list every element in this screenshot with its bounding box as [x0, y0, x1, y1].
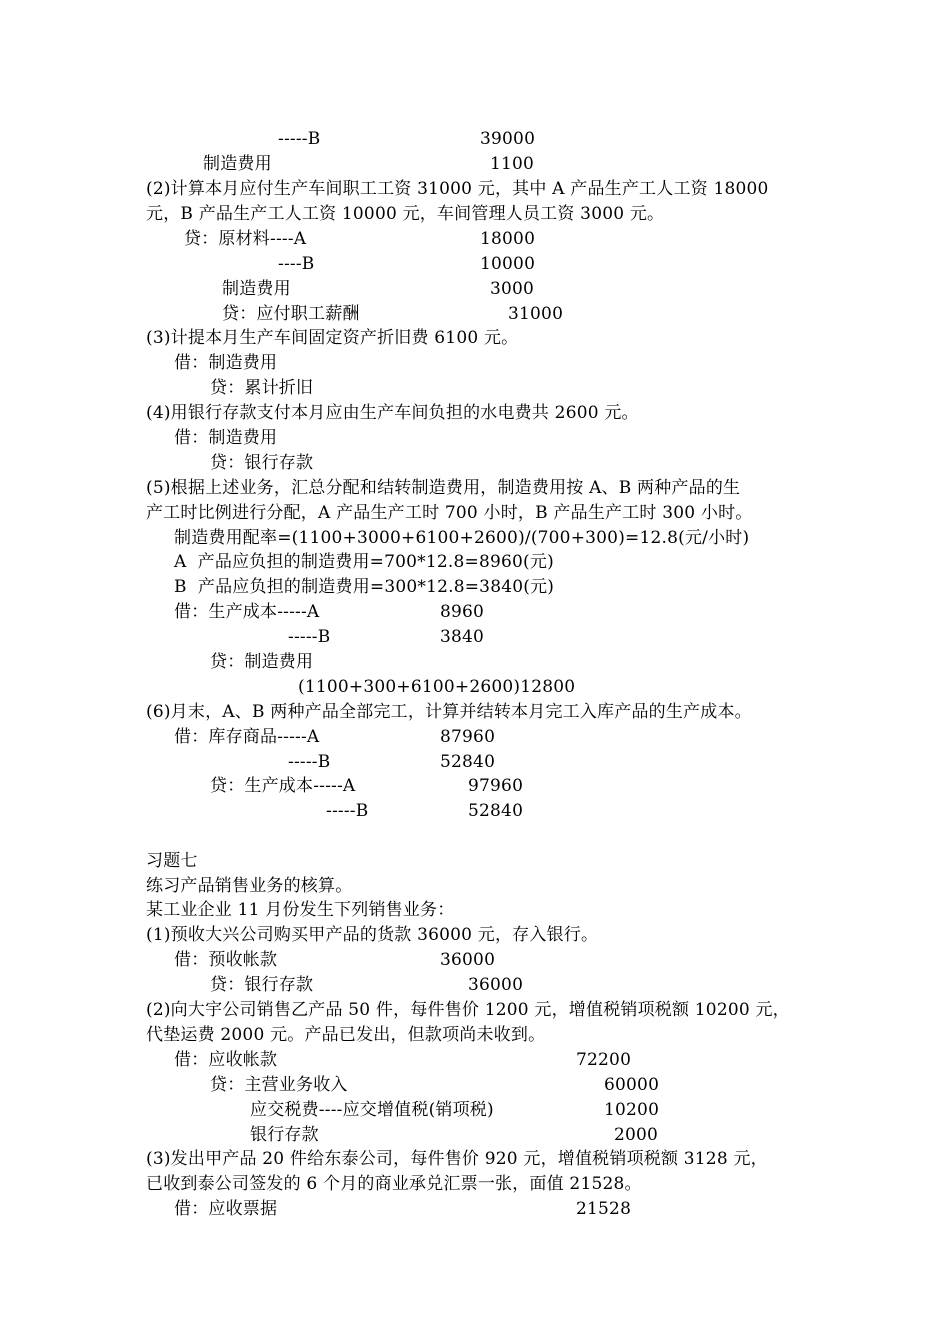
text-line: -----B — [326, 801, 369, 821]
text-line: 制造费用 — [222, 279, 291, 299]
text-line: 练习产品销售业务的核算。 — [146, 876, 353, 896]
amount: 1100 — [490, 154, 535, 174]
text-line: 贷：制造费用 — [210, 652, 314, 672]
amount: 39000 — [480, 129, 536, 149]
text-line: 借：制造费用 — [174, 428, 278, 448]
text-line: 借：制造费用 — [174, 353, 278, 373]
text-line: 贷：原材料----A — [184, 229, 307, 249]
text-line: (2)向大宇公司销售乙产品 50 件，每件售价 1200 元，增值税销项税额 10200 元， — [146, 1000, 790, 1020]
text-line: 元，B 产品生产工人工资 10000 元，车间管理人员工资 3000 元。 — [146, 204, 665, 224]
text-line: 贷：应付职工薪酬 — [222, 304, 360, 324]
text-line: (3)发出甲产品 20 件给东泰公司，每件售价 920 元，增值税销项税额 3128 元， — [146, 1149, 768, 1169]
amount: 2000 — [614, 1125, 659, 1145]
text-line: 产工时比例进行分配，A 产品生产工时 700 小时，B 产品生产工时 300 小时。 — [146, 503, 753, 523]
amount: 36000 — [468, 975, 524, 995]
amount: 87960 — [440, 727, 496, 747]
amount: 52840 — [468, 801, 524, 821]
text-line: 贷：银行存款 — [210, 975, 314, 995]
text-line: -----B — [288, 627, 331, 647]
amount: 3840 — [440, 627, 485, 647]
text-line: ----B — [278, 254, 315, 274]
text-line: 贷：银行存款 — [210, 453, 314, 473]
text-line: A 产品应负担的制造费用=700*12.8=8960(元) — [174, 552, 554, 572]
text-line: 应交税费----应交增值税(销项税) — [250, 1100, 494, 1120]
amount: 52840 — [440, 752, 496, 772]
amount: 10200 — [604, 1100, 660, 1120]
text-line: 制造费用配率=(1100+3000+6100+2600)/(700+300)=12.8(元/小时) — [174, 528, 750, 548]
amount: 18000 — [480, 229, 536, 249]
text-line: 借：预收帐款 — [174, 950, 278, 970]
text-line: 借：应收票据 — [174, 1199, 278, 1219]
text-line: (6)月末，A、B 两种产品全部完工，计算并结转本月完工入库产品的生产成本。 — [146, 702, 752, 722]
text-line: 某工业企业 11 月份发生下列销售业务： — [146, 900, 455, 920]
text-line: -----B — [278, 129, 321, 149]
text-line: 代垫运费 2000 元。产品已发出，但款项尚未收到。 — [146, 1025, 546, 1045]
text-line: 制造费用 — [203, 154, 272, 174]
amount: 97960 — [468, 776, 524, 796]
amount: 10000 — [480, 254, 536, 274]
text-line: 贷：生产成本-----A — [210, 776, 356, 796]
text-line: 银行存款 — [250, 1125, 319, 1145]
text-line: (1100+300+6100+2600)12800 — [298, 677, 576, 697]
text-line: 借：库存商品-----A — [174, 727, 320, 747]
amount: 72200 — [576, 1050, 632, 1070]
text-line: -----B — [288, 752, 331, 772]
text-line: 借：应收帐款 — [174, 1050, 278, 1070]
text-line: B 产品应负担的制造费用=300*12.8=3840(元) — [174, 577, 555, 597]
text-line: 贷：累计折旧 — [210, 378, 314, 398]
text-line: (3)计提本月生产车间固定资产折旧费 6100 元。 — [146, 328, 519, 348]
text-line: 借：生产成本-----A — [174, 602, 320, 622]
amount: 21528 — [576, 1199, 632, 1219]
amount: 31000 — [508, 304, 564, 324]
amount: 36000 — [440, 950, 496, 970]
amount: 8960 — [440, 602, 485, 622]
section-heading: 习题七 — [146, 851, 198, 871]
text-line: (4)用银行存款支付本月应由生产车间负担的水电费共 2600 元。 — [146, 403, 639, 423]
text-line: 已收到泰公司签发的 6 个月的商业承兑汇票一张，面值 21528。 — [146, 1174, 642, 1194]
text-line: 贷：主营业务收入 — [210, 1075, 348, 1095]
amount: 60000 — [604, 1075, 660, 1095]
text-line: (5)根据上述业务，汇总分配和结转制造费用，制造费用按 A、B 两种产品的生 — [146, 478, 741, 498]
amount: 3000 — [490, 279, 535, 299]
text-line: (2)计算本月应付生产车间职工工资 31000 元，其中 A 产品生产工人工资 18000 — [146, 179, 769, 199]
text-line: (1)预收大兴公司购买甲产品的货款 36000 元，存入银行。 — [146, 925, 599, 945]
